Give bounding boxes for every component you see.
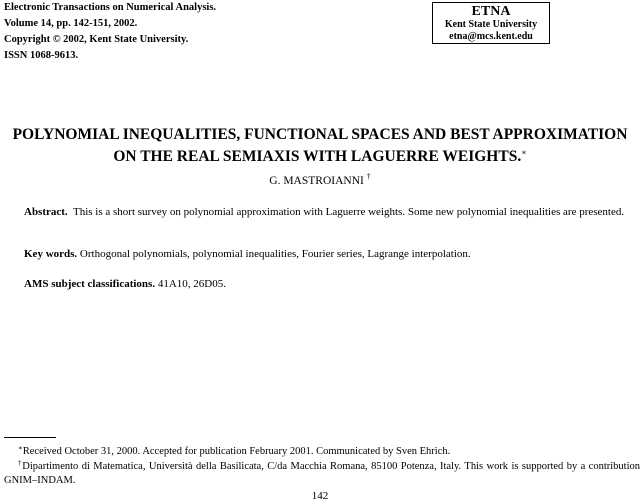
footnote-text: Received October 31, 2000. Accepted for publication February 2001. Communicated by Sven Ehrich. (22, 446, 451, 457)
paper-title-text: POLYNOMIAL INEQUALITIES, FUNCTIONAL SPACES AND BEST APPROXIMATION ON THE REAL SEMIAXIS WITH LAGUERRE WEIGHTS. (12, 126, 628, 165)
etna-university: Kent State University (444, 19, 538, 30)
footnote-text: Dipartimento di Matematica, Università della Basilicata, C/da Macchia Romana, 85100 Potenza, Italy. This work is supported by a contribution GNIM–INDAM. (4, 461, 640, 486)
paper-title (0, 126, 640, 166)
footnote-affiliation (4, 456, 640, 488)
etna-email: etna@mcs.kent.edu (449, 31, 533, 42)
keywords-text: Orthogonal polynomials, polynomial inequalities, Fourier series, Lagrange interpolation. (79, 248, 471, 260)
keywords-label: Key words. (24, 248, 78, 260)
ams-text: 41A10, 26D05. (157, 278, 226, 290)
etna-title: ETNA (471, 4, 511, 19)
footnote-mark: † (18, 459, 23, 467)
footnote-rule (4, 437, 56, 438)
title-footnote-mark: ∗ (521, 148, 527, 157)
journal-copyright: Copyright © 2002, Kent State University. (4, 34, 189, 45)
abstract-text: This is a short survey on polynomial approximation with Laguerre weights. Some new polynomial inequalities are presented. (73, 206, 625, 218)
author-footnote-mark: † (366, 172, 371, 181)
ams-label: AMS subject classifications. (24, 278, 156, 290)
page-number: 142 (311, 490, 329, 502)
author (0, 172, 640, 187)
journal-issn: ISSN 1068-9613. (4, 50, 79, 61)
author-name: G. MASTROIANNI (269, 175, 364, 187)
keywords (4, 246, 640, 262)
journal-name: Electronic Transactions on Numerical Analysis. (4, 2, 217, 13)
abstract (4, 204, 640, 220)
etna-box (432, 2, 550, 44)
abstract-label: Abstract. (24, 206, 68, 218)
ams-classifications (4, 276, 640, 292)
footnote-mark: ∗ (18, 444, 23, 452)
journal-info (4, 0, 216, 64)
journal-volume: Volume 14, pp. 142-151, 2002. (4, 18, 138, 29)
